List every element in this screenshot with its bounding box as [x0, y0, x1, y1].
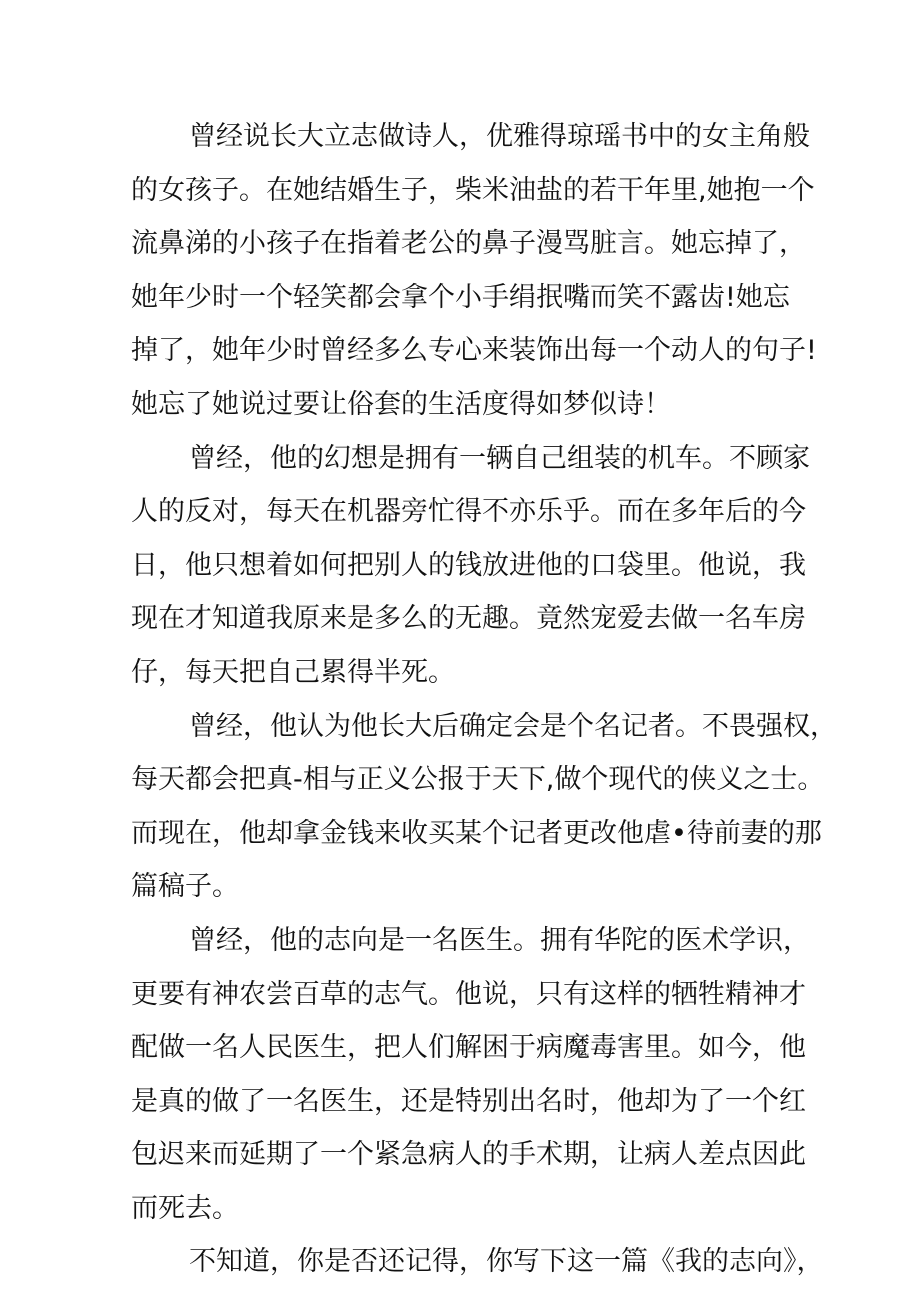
- text-line: 曾经，他认为他长大后确定会是个名记者。不畏强权，: [189, 710, 837, 742]
- text-line: 日，他只想着如何把别人的钱放进他的口袋里。他说，我: [131, 549, 806, 581]
- text-line: 她忘了她说过要让俗套的生活度得如梦似诗！: [131, 388, 671, 420]
- paragraph-poet: [131, 110, 831, 432]
- text-line: 更要有神农尝百草的志气。他说，只有这样的牺牲精神才: [131, 978, 806, 1010]
- text-line: 不知道，你是否还记得，你写下这一篇《我的志向》，: [189, 1246, 824, 1278]
- text-line: 曾经说长大立志做诗人，优雅得琼瑶书中的女主角般: [189, 121, 810, 152]
- text-line: 曾经，他的幻想是拥有一辆自己组装的机车。不顾家: [189, 442, 810, 474]
- text-line: 流鼻涕的小孩子在指着老公的鼻子漫骂脏言。她忘掉了，: [131, 228, 806, 260]
- text-line: 包迟来而延期了一个紧急病人的手术期，让病人差点因此: [131, 1139, 806, 1171]
- text-line: 她年少时一个轻笑都会拿个小手绢抿嘴而笑不露齿!她忘: [131, 281, 790, 313]
- text-line: 是真的做了一名医生，还是特别出名时，他却为了一个红: [131, 1085, 806, 1117]
- text-line: 而现在，他却拿金钱来收买某个记者更改他虐•待前妻的那: [131, 817, 822, 849]
- text-line: 仔，每天把自己累得半死。: [131, 656, 455, 688]
- text-line: 掉了，她年少时曾经多么专心来装饰出每一个动人的句子!: [131, 335, 817, 367]
- paragraph-motorbike: [131, 432, 831, 700]
- text-line: 而死去。: [131, 1192, 239, 1224]
- text-line: 现在才知道我原来是多么的无趣。竟然宠爱去做一名车房: [131, 603, 806, 635]
- paragraph-closing: [131, 1235, 831, 1289]
- text-line: 的女孩子。在她结婚生子，柴米油盐的若干年里,她抱一个: [131, 174, 815, 206]
- paragraph-journalist: [131, 700, 837, 914]
- text-line: 曾经，他的志向是一名医生。拥有华陀的医术学识，: [189, 924, 810, 956]
- text-line: 配做一名人民医生，把人们解困于病魔毒害里。如今，他: [131, 1032, 806, 1064]
- text-line: 篇稿子。: [131, 871, 239, 903]
- essay-text: [131, 110, 837, 1289]
- text-line: 人的反对，每天在机器旁忙得不亦乐乎。而在多年后的今: [131, 496, 806, 528]
- text-line: 每天都会把真-相与正义公报于天下,做个现代的侠义之士。: [131, 764, 825, 796]
- paragraph-doctor: [131, 914, 831, 1236]
